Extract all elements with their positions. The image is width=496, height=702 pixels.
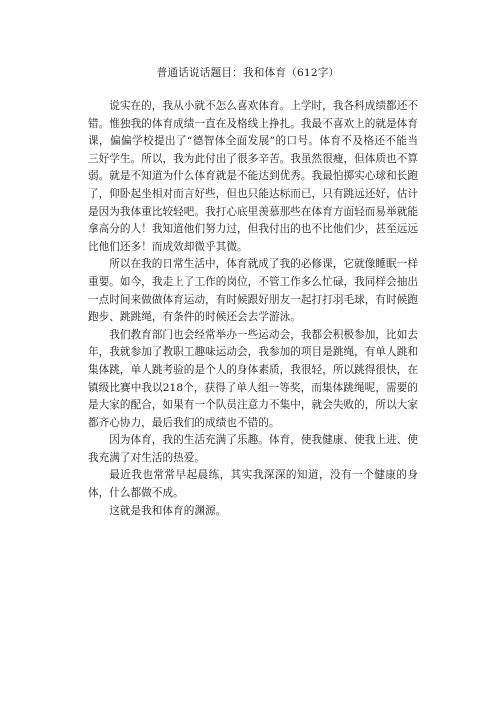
document-title: 普通话说话题目：我和体育（612字）	[156, 67, 340, 79]
paragraph-4: 因为体育，我的生活充满了乐趣。体育，使我健康、使我上进、使我充满了对生活的热爱。	[88, 434, 418, 464]
document-body	[88, 98, 418, 520]
paragraph-2: 所以在我的日常生活中，体育就成了我的必修课，它就像睡眠一样重要。如今，我走上了工作的岗位，不管工作多么忙碌，我同样会抽出一点时间来做做体育运动，有时候跟好朋友一起打打羽毛球，有时候跑跑步、跳跳绳，有条件的时候还会去学游泳。	[88, 258, 418, 324]
paragraph-3: 我们教育部门也会经常举办一些运动会，我都会积极参加，比如去年，我就参加了教职工趣味运动会，我参加的项目是跳绳，有单人跳和集体跳，单人跳考验的是个人的身体素质，我很轻，所以跳得很快，在镇级比赛中我以218个，获得了单人组一等奖，而集体跳绳呢，需要的是大家的配合，如果有一个队员注意力不集中，就会失败的，所以大家都齐心协力，最后我们的成绩也不错的。	[88, 328, 418, 429]
paragraph-6: 这就是我和体育的渊源。	[109, 504, 227, 517]
paragraph-5: 最近我也常常早起晨练，其实我深深的知道，没有一个健康的身体，什么都做不成。	[88, 469, 418, 500]
paragraph-1: 说实在的，我从小就不怎么喜欢体育。上学时，我各科成绩都还不错。惟独我的体育成绩一直在及格线上挣扎。我最不喜欢上的就是体育课，偏偏学校提出了“德智体全面发展”的口号。体育不及格还不能当三好学生。所以，我为此付出了很多辛苦。我虽然很瘦，但体质也不算弱。就是不知道为什么体育就是不能达到优秀。我最怕掷实心球和长跑了，仰卧起坐相对而言好些，但也只能达标而已，只有跳远还好，估计是因为我体重比较轻吧。我打心底里羡慕那些在体育方面轻而易举就能拿高分的人！我知道他们努力过，但我付出的也不比他们少，甚至远远比他们还多！而成效却微乎其微。	[88, 100, 418, 253]
